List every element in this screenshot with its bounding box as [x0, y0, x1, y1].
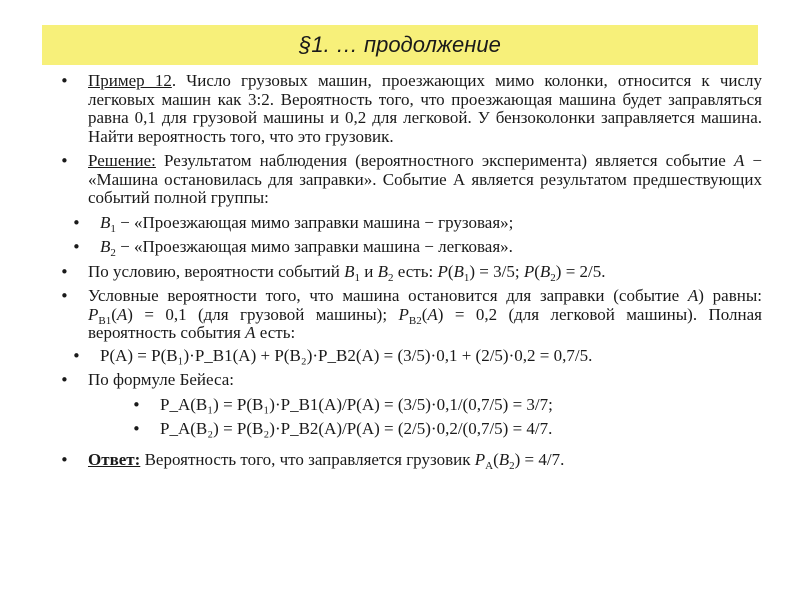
bullet-icon: •: [60, 371, 69, 389]
slide-title: §1. … продолжение: [299, 32, 501, 57]
bullet-icon: •: [60, 450, 69, 469]
answer-label: Ответ:: [88, 449, 141, 469]
bayes-formula-b2: • P_A(B₂) = P(B₂)·P_B2(A)/P(A) = (2/5)·0,2/(0,7/5) = 4/7.: [132, 419, 553, 438]
solution-label: Решение:: [88, 151, 156, 170]
slide-content: [60, 71, 762, 472]
conditional-probabilities-paragraph: • Условные вероятности того, что машина остановится для заправки (событие A) равны: $P_{B1}(A) = 0,1$ (для грузовой машины); $P_{B2}(A) = 0,2$ (для легковой машины). Полная вероятность события A есть:: [60, 286, 762, 342]
example-text: . Число грузовых машин, проезжающих мимо колонки, относится к числу легковых машин как 3:2. Вероятность того, что проезжающая машина будет заправляться равна 0,1 для грузовой машины и 0,2 для легковой. У бензоколонки заправляется машина. Найти вероятность того, что это грузовик.: [88, 71, 762, 146]
bayes-formula-b1: • P_A(B₁) = P(B₁)·P_B1(A)/P(A) = (3/5)·0,1/(0,7/5) = 3/7;: [132, 394, 553, 414]
bullet-icon: •: [60, 262, 69, 281]
bullet-icon: •: [132, 395, 141, 414]
slide-title-bar: [42, 25, 758, 65]
bullet-icon: •: [72, 238, 81, 256]
condition-paragraph: • По условию, вероятности событий $B_1$ и $B_2$ есть: $P(B_1) = 3/5$; $P(B_2) = 2/5$.: [60, 261, 606, 284]
bullet-icon: •: [72, 213, 81, 232]
bullet-icon: •: [72, 346, 81, 365]
answer-paragraph: • Ответ: Вероятность того, что заправляется грузовик $P_A(B_2) = 4/7$.: [60, 449, 565, 472]
bullet-icon: •: [60, 287, 69, 305]
solution-paragraph: • Решение: Результатом наблюдения (вероятностного эксперимента) является событие A − «Машина остановилась для заправки». Событие А является результатом предшествующих событий полной группы:: [60, 151, 762, 207]
example-label: Пример 12: [88, 71, 172, 90]
total-probability-formula: • P(A) = P(B₁)·P_B1(A) + P(B₂)·P_B2(A) = (3/5)·0,1 + (2/5)·0,2 = 0,7/5.: [72, 345, 593, 365]
event-b2: • $B_2$ − «Проезжающая мимо заправки машина − легковая».: [72, 237, 513, 259]
bullet-icon: •: [60, 72, 69, 90]
event-b1: • $B_1$ − «Проезжающая мимо заправки машина − грузовая»;: [72, 212, 514, 235]
bullet-icon: •: [132, 420, 141, 438]
bullet-icon: •: [60, 152, 69, 170]
bayes-paragraph: • По формуле Бейеса:: [60, 370, 234, 389]
example-paragraph: [60, 72, 762, 146]
